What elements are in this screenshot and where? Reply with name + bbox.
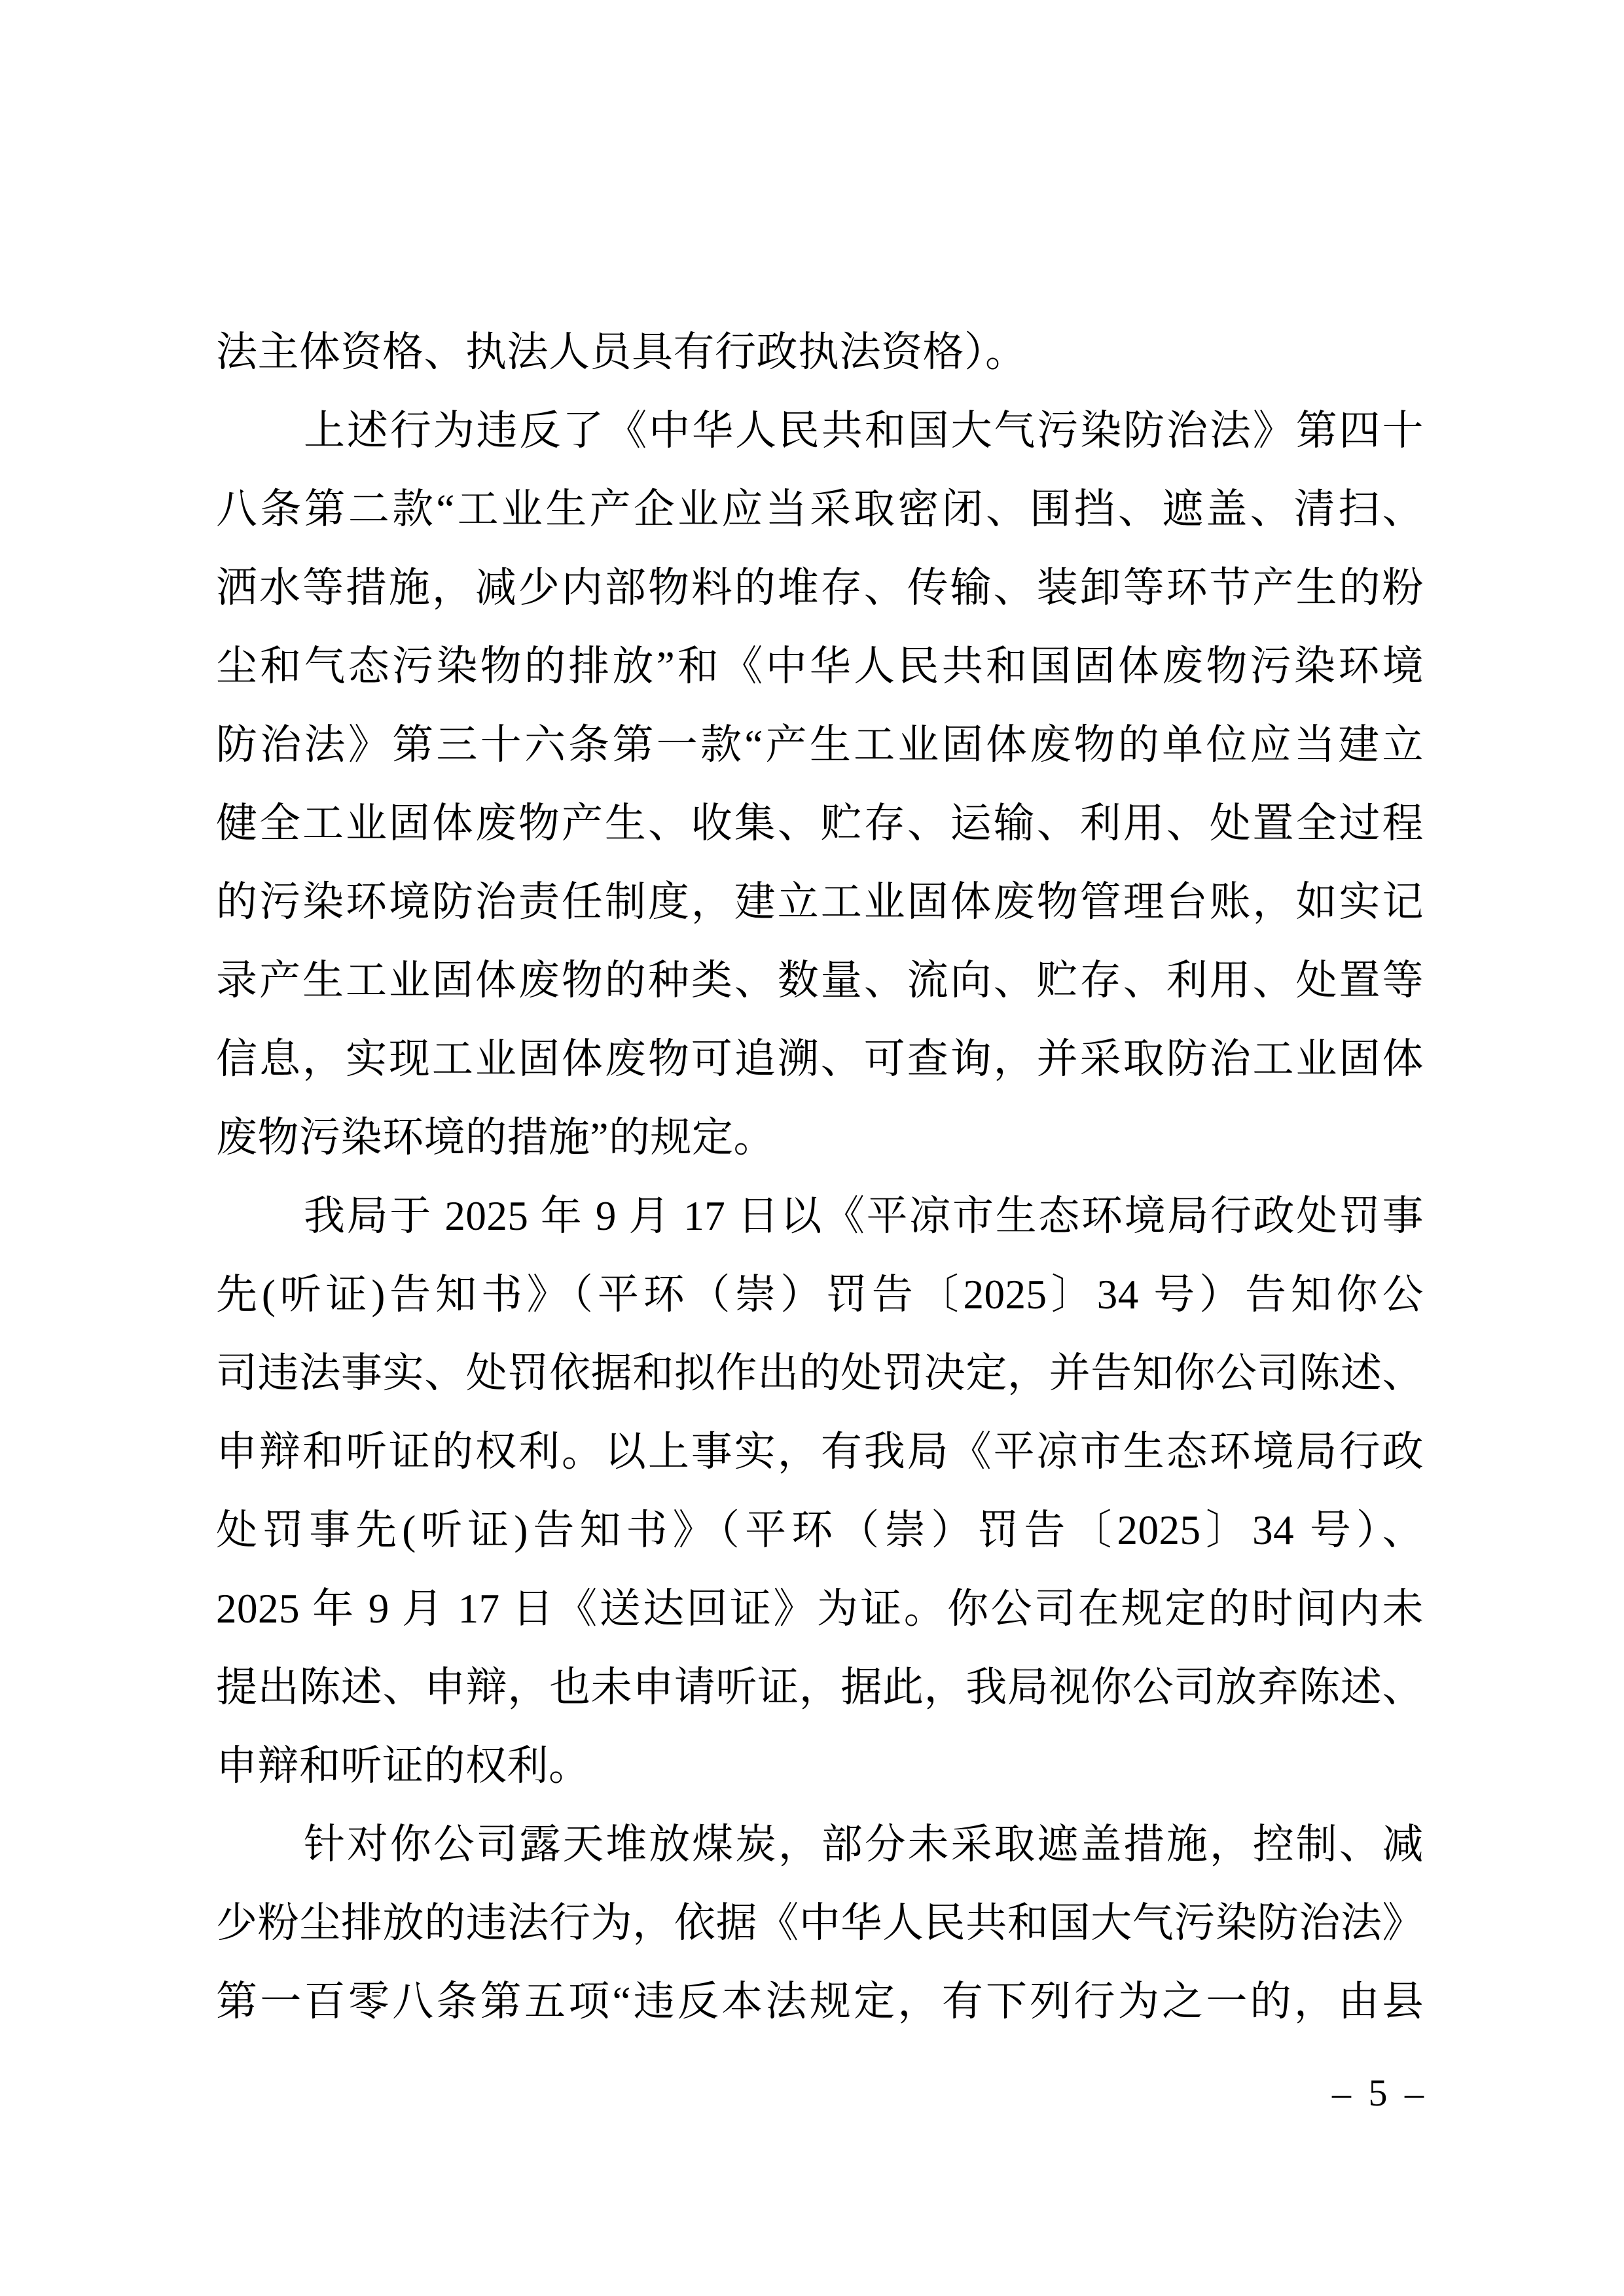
document-line: 的污染环境防治责任制度，建立工业固体废物管理台账，如实记 [216, 879, 1424, 925]
document-line: 洒水等措施，减少内部物料的堆存、传输、装卸等环节产生的粉 [216, 565, 1424, 611]
document-body [216, 313, 1424, 2041]
document-line: 我局于 2025 年 9 月 17 日以《平凉市生态环境局行政处罚事 [304, 1193, 1424, 1239]
document-line: 司违法事实、处罚依据和拟作出的处罚决定，并告知你公司陈述、 [216, 1350, 1424, 1396]
page-number: – 5 – [1332, 2072, 1424, 2114]
document-line: 健全工业固体废物产生、收集、贮存、运输、利用、处置全过程 [216, 800, 1424, 846]
document-line: 信息，实现工业固体废物可追溯、可查询，并采取防治工业固体 [216, 1036, 1424, 1082]
document-line: 八条第二款“工业生产企业应当采取密闭、围挡、遮盖、清扫、 [216, 486, 1424, 532]
document-line: 录产生工业固体废物的种类、数量、流向、贮存、利用、处置等 [216, 958, 1424, 1003]
document-line: 废物污染环境的措施”的规定。 [216, 1115, 775, 1160]
document-line: 处罚事先(听证)告知书》（平环（崇）罚告〔2025〕34 号）、 [216, 1507, 1424, 1553]
document-line: 先(听证)告知书》（平环（崇）罚告〔2025〕34 号）告知你公 [216, 1272, 1424, 1318]
document-line: 尘和气态污染物的排放”和《中华人民共和国固体废物污染环境 [216, 643, 1424, 689]
document-line: 针对你公司露天堆放煤炭，部分未采取遮盖措施，控制、减 [304, 1821, 1424, 1867]
document-line: 防治法》第三十六条第一款“产生工业固体废物的单位应当建立 [216, 722, 1424, 768]
document-line: 法主体资格、执法人员具有行政执法资格）。 [216, 329, 1027, 375]
document-line: 第一百零八条第五项“违反本法规定，有下列行为之一的，由县 [216, 1979, 1424, 2024]
document-line: 申辩和听证的权利。 [216, 1743, 590, 1789]
document-line: 申辩和听证的权利。以上事实，有我局《平凉市生态环境局行政 [216, 1429, 1424, 1475]
document-line: 少粉尘排放的违法行为，依据《中华人民共和国大气污染防治法》 [216, 1900, 1424, 1946]
document-line: 提出陈述、申辩，也未申请听证，据此，我局视你公司放弃陈述、 [216, 1664, 1424, 1710]
document-line: 2025 年 9 月 17 日《送达回证》为证。你公司在规定的时间内未 [216, 1586, 1424, 1632]
document-line: 上述行为违反了《中华人民共和国大气污染防治法》第四十 [304, 408, 1424, 454]
